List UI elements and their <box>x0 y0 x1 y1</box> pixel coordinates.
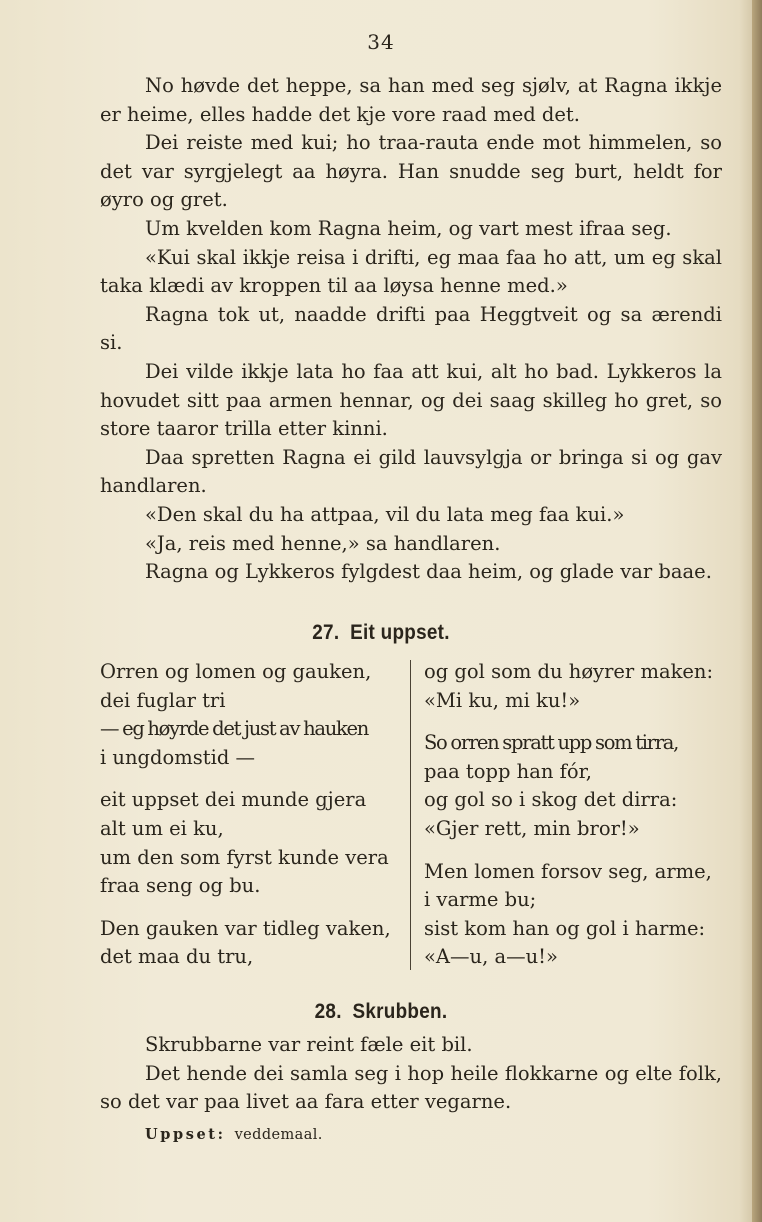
poem-line: i varme bu; <box>424 888 537 912</box>
poem-line: og gol so i skog det dirra: <box>424 788 678 812</box>
poem-line: sist kom han og gol i harme: <box>424 916 706 940</box>
poem-line: paa topp han fór, <box>424 759 592 783</box>
section-number: 28. <box>314 1000 342 1023</box>
paragraph: Ragna og Lykkeros fylgdest daa heim, og glade var baae. <box>145 560 712 584</box>
column-divider <box>410 660 411 970</box>
paragraph: Dei reiste med kui; ho traa-rauta ende mot himmelen, so det var syrgjelegt aa høyra. Han snudde seg burt, heldt for øyro og gret. <box>100 131 722 212</box>
footnote-term: Uppset: <box>145 1126 226 1143</box>
poem-stanza <box>424 858 734 972</box>
poem-line: dei fuglar tri <box>100 688 226 712</box>
poem-stanza <box>100 658 400 772</box>
paragraph: «Ja, reis med henne,» sa handlaren. <box>145 531 501 555</box>
page-number: 34 <box>367 30 395 54</box>
section-number: 27. <box>312 621 340 644</box>
paragraph: Dei vilde ikkje lata ho faa att kui, alt ho bad. Lykkeros la hovudet sitt paa armen hennar, og dei saag skilleg ho gret, so store taaror trilla etter kinni. <box>100 359 722 441</box>
prose-bottom <box>100 1031 722 1117</box>
paragraph: Skrubbarne var reint fæle eit bil. <box>145 1033 473 1056</box>
paragraph: Det hende dei samla seg i hop heile flokkarne og elte folk, so det var paa livet aa fara etter vegarne. <box>100 1061 722 1114</box>
page-edge <box>752 0 762 1222</box>
poem-line: eit uppset dei munde gjera <box>100 788 367 812</box>
poem-right-column <box>424 658 734 986</box>
paragraph: «Kui skal ikkje reisa i drifti, eg maa faa ho att, um eg skal taka klædi av kroppen til aa løysa henne med.» <box>100 245 722 298</box>
poem-line: i ungdomstid — <box>100 745 256 769</box>
poem-left-column <box>100 658 400 986</box>
poem-line: alt um ei ku, <box>100 816 224 840</box>
poem-stanza <box>424 729 734 843</box>
poem-line: Den gauken var tidleg vaken, <box>100 916 391 940</box>
paragraph: Ragna tok ut, naadde drifti paa Heggtveit og sa ærendi si. <box>100 302 722 355</box>
poem-line: um den som fyrst kunde vera <box>100 845 389 869</box>
section-heading-28 <box>38 1000 724 1024</box>
paragraph: «Den skal du ha attpaa, vil du lata meg faa kui.» <box>145 502 625 526</box>
poem-line: og gol som du høyrer maken: <box>424 660 714 683</box>
poem-line: «Gjer rett, min bror!» <box>424 816 640 840</box>
paragraph: Daa spretten Ragna ei gild lauvsylgja or bringa si og gav handlaren. <box>100 445 722 498</box>
section-heading-27 <box>38 621 724 645</box>
poem-line: «A—u, a—u!» <box>424 945 558 969</box>
poem-stanza <box>424 658 734 715</box>
poem-line: — eg høyrde det just av hauken <box>100 717 368 741</box>
footnote-definition: veddemaal. <box>234 1127 323 1143</box>
section-title: Skrubben. <box>352 1000 448 1023</box>
poem-stanza <box>100 915 400 972</box>
prose-top <box>100 72 722 587</box>
section-title: Eit uppset. <box>350 621 450 644</box>
footnote <box>145 1126 323 1143</box>
poem-line: Orren og lomen og gauken, <box>100 660 372 683</box>
poem-line: Men lomen forsov seg, arme, <box>424 859 712 883</box>
poem-line: det maa du tru, <box>100 945 254 969</box>
paragraph: Um kvelden kom Ragna heim, og vart mest ifraa seg. <box>145 216 672 240</box>
poem-line: fraa seng og bu. <box>100 874 261 898</box>
poem-line: So orren spratt upp som tirra, <box>424 731 678 755</box>
poem-line: «Mi ku, mi ku!» <box>424 688 581 712</box>
paragraph: No høvde det heppe, sa han med seg sjølv, at Ragna ikkje er heime, elles hadde det kje vore raad med det. <box>100 74 722 126</box>
poem-stanza <box>100 786 400 900</box>
